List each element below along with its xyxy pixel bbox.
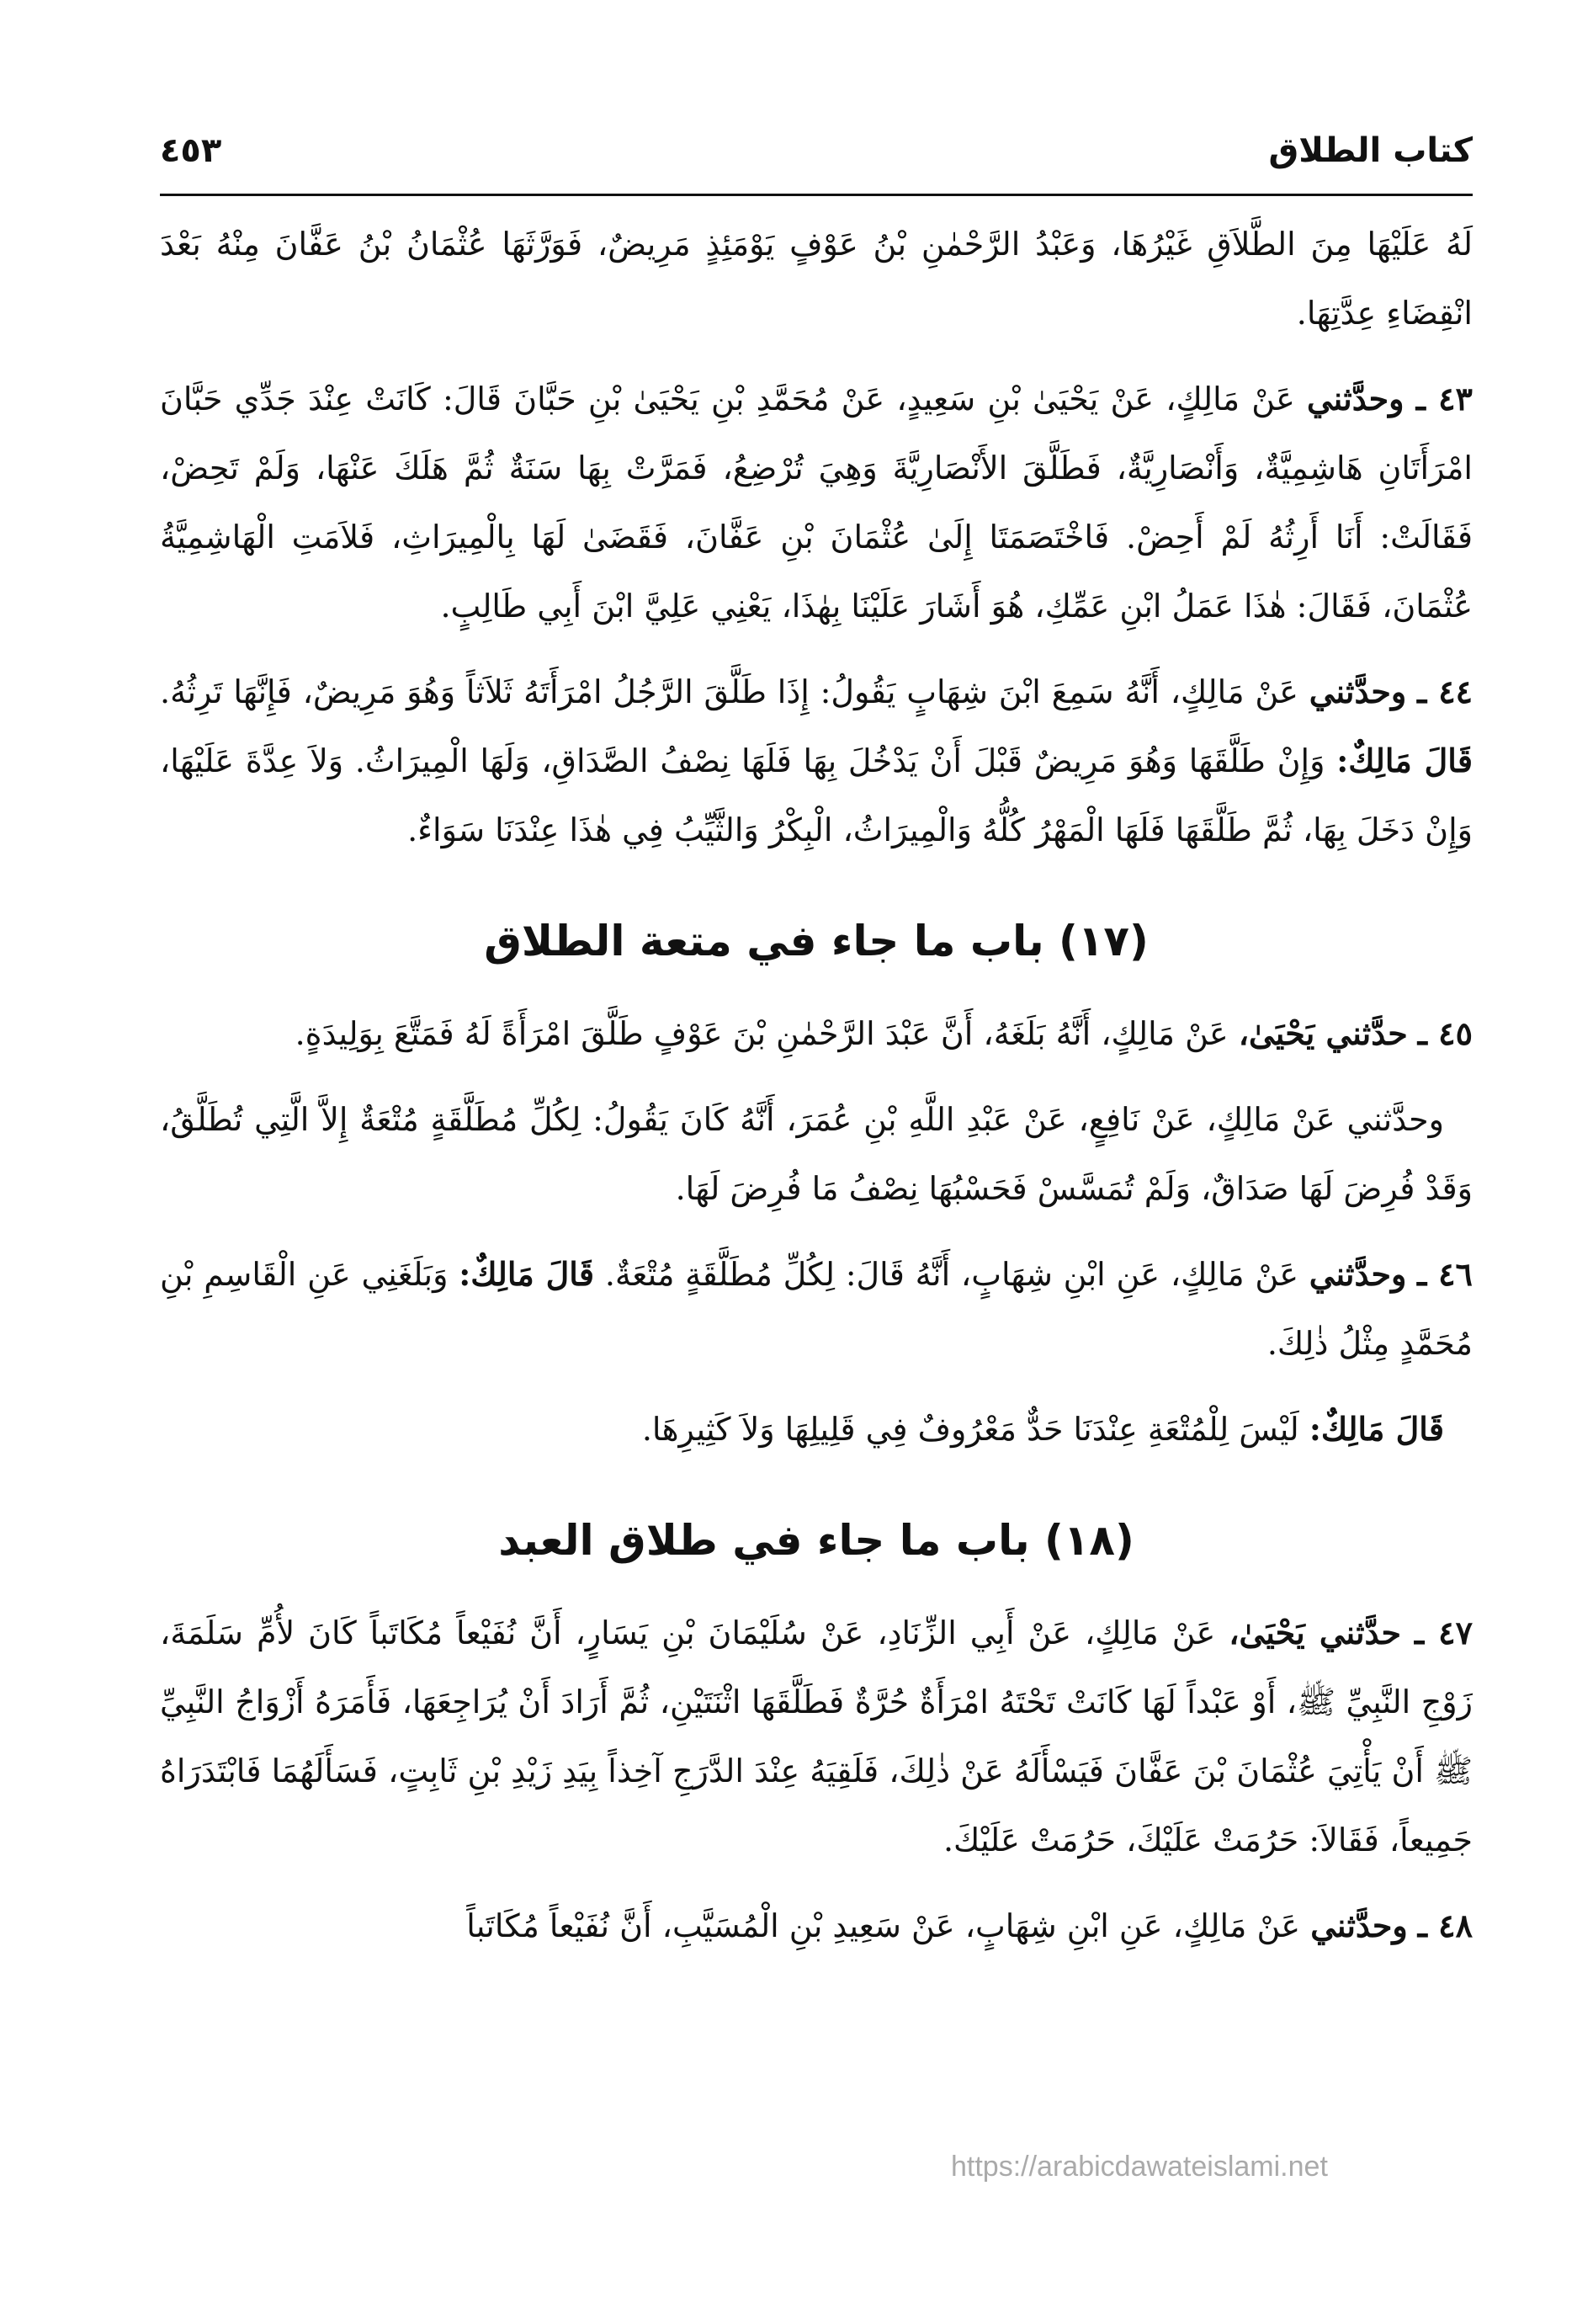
hadith-lead: حدَّثني يَحْيَىٰ، — [1229, 1614, 1401, 1651]
hadith-number: ٤٨ ـ — [1417, 1907, 1473, 1944]
page-body — [160, 210, 1473, 1960]
malik-said-label: قَالَ مَالِكٌ: — [1336, 742, 1473, 779]
malik-comment — [160, 1395, 1473, 1464]
hadith-text: عَنْ مَالِكٍ، عَنِ ابْنِ شِهَابٍ، أَنَّهُ قَالَ: لِكُلِّ مُطَلَّقَةٍ مُتْعَةٌ. — [604, 1256, 1299, 1293]
hadith-number: ٤٤ ـ — [1417, 673, 1474, 710]
hadith-text: وحدَّثني عَنْ مَالِكٍ، عَنْ نَافِعٍ، عَنْ عَبْدِ اللَّهِ بْنِ عُمَرَ، أَنَّهُ كَانَ يَقُولُ: لِكُلِّ مُطَلَّقَةٍ مُتْعَةٌ إِلاَّ الَّتِي تُطَلَّقُ، وَقَدْ فُرِضَ لَهَا صَدَاقٌ، وَلَمْ تُمَسَّسْ فَحَسْبُهَا نِصْفُ مَا فُرِضَ لَهَا. — [160, 1101, 1473, 1207]
hadith-number: ٤٥ ـ — [1417, 1014, 1473, 1052]
hadith-45-continued — [160, 1085, 1473, 1223]
malik-said-label: قَالَ مَالِكٌ: — [1309, 1410, 1444, 1448]
hadith-text: عَنْ مَالِكٍ، عَنْ أَبِي الزِّنَادِ، عَنْ سُلَيْمَانَ بْنِ يَسَارٍ، أَنَّ نُفَيْعاً مُكَاتَباً كَانَ لأُمِّ سَلَمَةَ، زَوْجِ النَّبِيِّ ﷺ، أَوْ عَبْداً لَهَا كَانَتْ تَحْتَهُ امْرَأَةٌ حُرَّةٌ فَطَلَّقَهَا اثْنَتَيْنِ، ثُمَّ أَرَادَ أَنْ يُرَاجِعَهَا، فَأَمَرَهُ أَزْوَاجُ النَّبِيِّ ﷺ أَنْ يَأْتِيَ عُثْمَانَ بْنَ عَفَّانَ فَيَسْأَلَهُ عَنْ ذٰلِكَ، فَلَقِيَهُ عِنْدَ الدَّرَجِ آخِذاً بِيَدِ زَيْدِ بْنِ ثَابِتٍ، فَسَأَلَهُمَا فَابْتَدَرَاهُ جَمِيعاً، فَقَالاَ: حَرُمَتْ عَلَيْكَ، حَرُمَتْ عَلَيْكَ. — [160, 1614, 1473, 1859]
hadith-45 — [160, 999, 1473, 1068]
chapter-heading-17: (١٧) باب ما جاء في متعة الطلاق — [484, 917, 1149, 965]
hadith-44 — [160, 657, 1473, 864]
hadith-lead: وحدَّثني — [1310, 1907, 1408, 1944]
book-title: كتاب الطلاق — [1268, 131, 1473, 170]
chapter-heading-18: (١٨) باب ما جاء في طلاق العبد — [498, 1516, 1134, 1565]
book-page — [160, 126, 1473, 2281]
page-header — [160, 126, 1473, 196]
hadith-text: عَنْ مَالِكٍ، عَنْ يَحْيَىٰ بْنِ سَعِيدٍ، عَنْ مُحَمَّدِ بْنِ يَحْيَىٰ بْنِ حَبَّانَ قَالَ: كَانَتْ عِنْدَ جَدِّي حَبَّانَ امْرَأَتَانِ هَاشِمِيَّةٌ، وَأَنْصَارِيَّةٌ، فَطَلَّقَ الأَنْصَارِيَّةَ وَهِيَ تُرْضِعُ، فَمَرَّتْ بِهَا سَنَةٌ ثُمَّ هَلَكَ عَنْهَا، وَلَمْ تَحِضْ، فَقَالَتْ: أَنَا أَرِثُهُ لَمْ أَحِضْ. فَاخْتَصَمَتَا إِلَىٰ عُثْمَانَ بْنِ عَفَّانَ، فَقَضَىٰ لَهَا بِالْمِيرَاثِ، فَلاَمَتِ الْهَاشِمِيَّةُ عُثْمَانَ، فَقَالَ: هٰذَا عَمَلُ ابْنِ عَمِّكِ، هُوَ أَشَارَ عَلَيْنَا بِهٰذَا، يَعْنِي عَلِيَّ ابْنَ أَبِي طَالِبٍ. — [160, 380, 1473, 625]
site-watermark: https://arabicdawateislami.net — [951, 2151, 1328, 2183]
hadith-47 — [160, 1598, 1473, 1875]
hadith-text: عَنْ مَالِكٍ، أَنَّهُ سَمِعَ ابْنَ شِهَابٍ يَقُولُ: إِذَا طَلَّقَ الرَّجُلُ امْرَأَتَهُ ثَلاَثاً وَهُوَ مَرِيضٌ، فَإِنَّهَا تَرِثُهُ. — [160, 673, 1298, 710]
comment-text: لَيْسَ لِلْمُتْعَةِ عِنْدَنَا حَدٌّ مَعْرُوفٌ فِي قَلِيلِهَا وَلاَ كَثِيرِهَا. — [641, 1411, 1299, 1448]
hadith-lead: وحدَّثني — [1307, 380, 1404, 417]
hadith-lead: وحدَّثني — [1309, 1255, 1407, 1293]
hadith-lead: وحدَّثني — [1309, 673, 1407, 710]
hadith-text: وَإِنْ طَلَّقَهَا وَهُوَ مَرِيضٌ قَبْلَ أَنْ يَدْخُلَ بِهَا فَلَهَا نِصْفُ الصَّدَاقِ، وَلَهَا الْمِيرَاثُ. وَلاَ عِدَّةَ عَلَيْهَا، وَإِنْ دَخَلَ بِهَا، ثُمَّ طَلَّقَهَا فَلَهَا الْمَهْرُ كُلُّهُ وَالْمِيرَاثُ، الْبِكْرُ وَالثَّيِّبُ فِي هٰذَا عِنْدَنَا سَوَاءٌ. — [160, 742, 1473, 848]
hadith-text: وَبَلَغَنِي عَنِ الْقَاسِمِ بْنِ مُحَمَّدٍ مِثْلُ ذٰلِكَ. — [160, 1256, 1473, 1362]
page-number: ٤٥٣ — [160, 131, 222, 170]
hadith-48 — [160, 1891, 1473, 1960]
hadith-46 — [160, 1240, 1473, 1378]
hadith-number: ٤٧ ـ — [1414, 1614, 1473, 1651]
paragraph-intro — [160, 210, 1473, 348]
hadith-43 — [160, 364, 1473, 641]
hadith-text: عَنْ مَالِكٍ، عَنِ ابْنِ شِهَابٍ، عَنْ سَعِيدِ بْنِ الْمُسَيَّبِ، أَنَّ نُفَيْعاً مُكَاتَباً — [466, 1907, 1301, 1944]
malik-said-label: قَالَ مَالِكٌ: — [459, 1255, 595, 1293]
hadith-number: ٤٦ ـ — [1417, 1255, 1473, 1293]
paragraph-text: لَهُ عَلَيْهَا مِنَ الطَّلاَقِ غَيْرُهَا، وَعَبْدُ الرَّحْمٰنِ بْنُ عَوْفٍ يَوْمَئِذٍ مَرِيضٌ، فَوَرَّثَهَا عُثْمَانُ بْنُ عَفَّانَ مِنْهُ بَعْدَ انْقِضَاءِ عِدَّتِهَا. — [160, 226, 1473, 332]
hadith-number: ٤٣ ـ — [1415, 380, 1473, 417]
hadith-text: عَنْ مَالِكٍ، أَنَّهُ بَلَغَهُ، أَنَّ عَبْدَ الرَّحْمٰنِ بْنَ عَوْفٍ طَلَّقَ امْرَأَةً لَهُ فَمَتَّعَ بِوَلِيدَةٍ. — [295, 1015, 1229, 1052]
hadith-lead: حدَّثني يَحْيَىٰ، — [1238, 1014, 1408, 1052]
